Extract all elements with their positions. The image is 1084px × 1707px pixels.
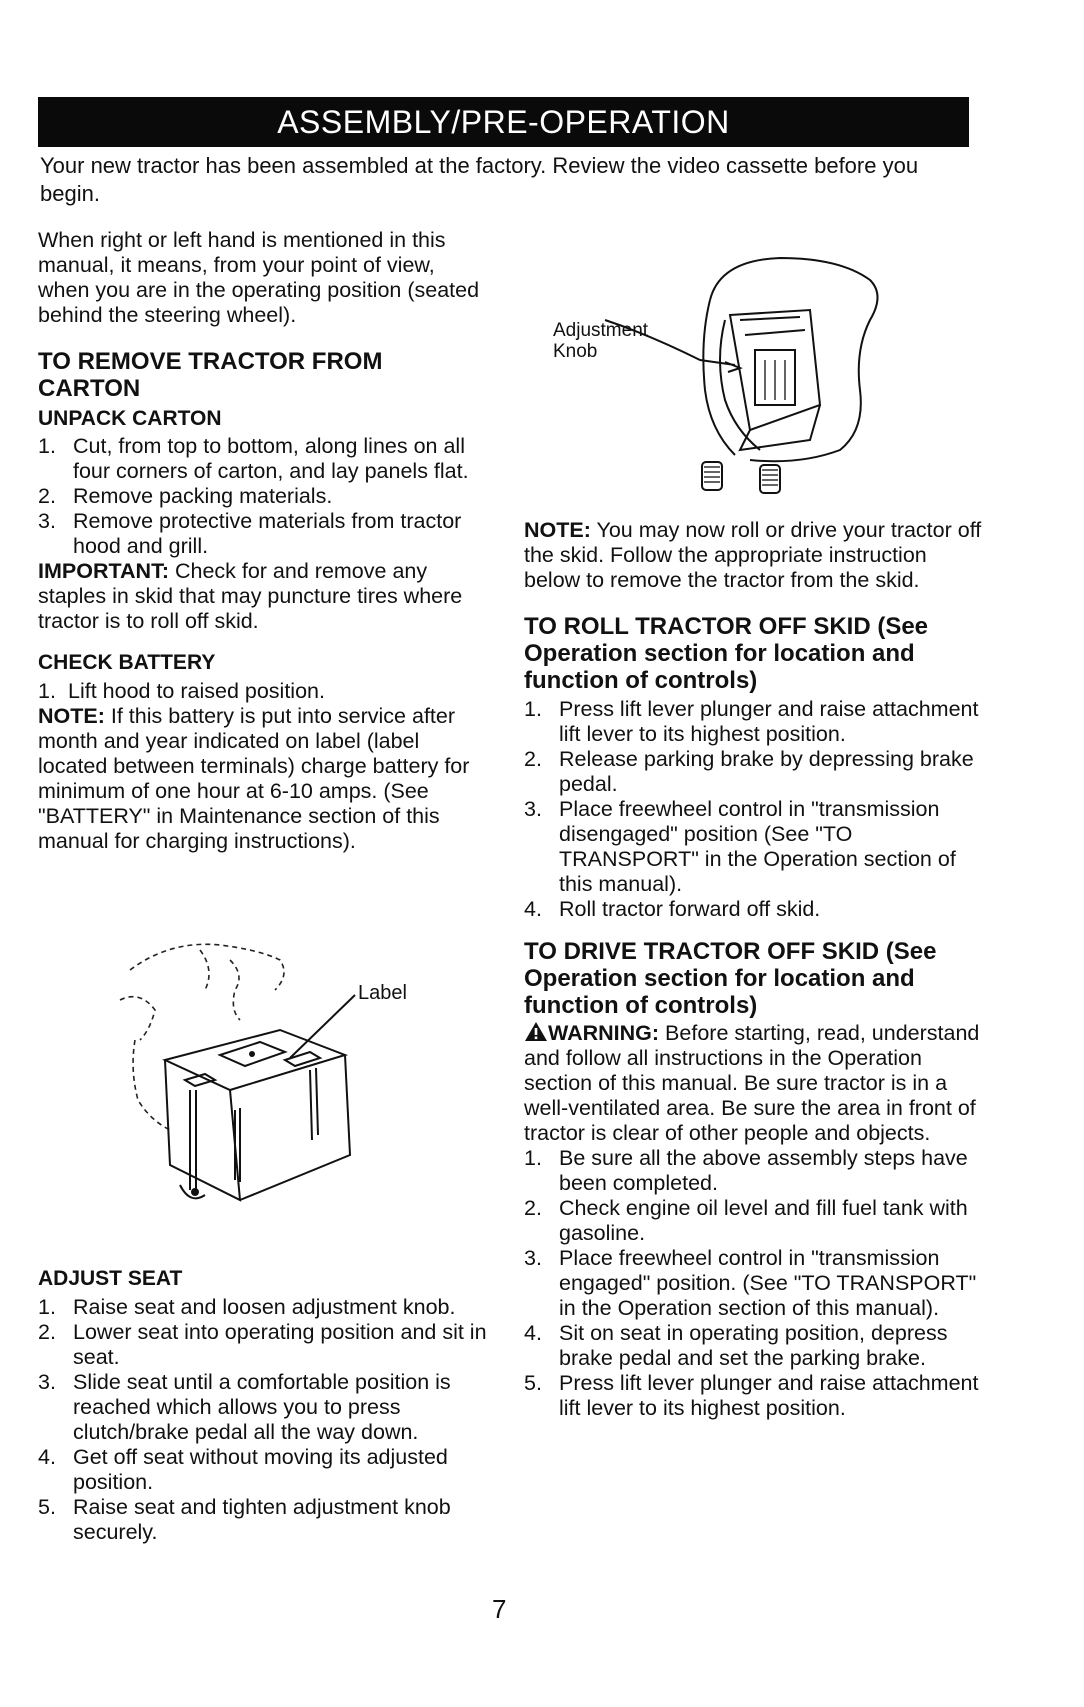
check-battery-heading: CHECK BATTERY <box>38 651 216 674</box>
step-text: Get off seat without moving its adjusted position. <box>73 1445 448 1494</box>
list-item <box>38 1495 488 1545</box>
step-text: Sit on seat in operating position, depress brake pedal and set the parking brake. <box>559 1321 948 1370</box>
step-number: 1. <box>524 697 542 721</box>
step-number: 4. <box>524 897 542 921</box>
list-item <box>38 1320 488 1370</box>
battery-illustration <box>110 930 470 1220</box>
step-number: 2. <box>38 484 56 508</box>
note-label: NOTE: <box>524 518 591 542</box>
seat-illustration <box>550 240 890 510</box>
hand-orientation-note: When right or left hand is mentioned in this manual, it means, from your point of view, when you are in the operating position (seated behind the steering wheel). <box>38 228 480 327</box>
step-number: 1. <box>38 1295 56 1319</box>
page-number: 7 <box>492 1594 507 1624</box>
unpack-steps-list <box>38 434 488 559</box>
step-text: Raise seat and tighten adjustment knob securely. <box>73 1495 451 1544</box>
note-text: You may now roll or drive your tractor off the skid. Follow the appropriate instruction below to remove the tractor from the skid. <box>524 518 982 592</box>
section-title-banner: ASSEMBLY/PRE-OPERATION <box>38 97 969 147</box>
intro-paragraph: Your new tractor has been assembled at the factory. Review the video cassette before you begin. <box>40 153 919 206</box>
step-number: 1. <box>38 434 56 458</box>
step-text: Lower seat into operating position and sit in seat. <box>73 1320 487 1369</box>
step-number: 3. <box>524 1246 542 1270</box>
roll-tractor-heading: TO ROLL TRACTOR OFF SKID (See Operation section for location and function of controls) <box>524 613 929 694</box>
drive-tractor-heading: TO DRIVE TRACTOR OFF SKID (See Operation section for location and function of controls) <box>524 938 937 1019</box>
drive-steps-list <box>524 1146 984 1421</box>
step-number: 3. <box>524 797 542 821</box>
list-item <box>38 679 488 704</box>
step-text: Lift hood to raised position. <box>68 679 325 703</box>
battery-note <box>38 704 488 854</box>
step-text: Release parking brake by depressing brake pedal. <box>559 747 974 796</box>
skid-note <box>524 518 984 593</box>
battery-drawing <box>110 930 470 1220</box>
warning-label: WARNING: <box>548 1021 660 1045</box>
battery-steps-list <box>38 679 488 704</box>
list-item <box>38 434 488 484</box>
important-note <box>38 559 488 634</box>
step-number: 2. <box>524 1196 542 1220</box>
step-text: Press lift lever plunger and raise attachment lift lever to its highest position. <box>559 1371 979 1420</box>
step-text: Raise seat and loosen adjustment knob. <box>73 1295 456 1319</box>
remove-tractor-heading: TO REMOVE TRACTOR FROM CARTON <box>38 348 383 402</box>
warning-paragraph <box>524 1021 984 1146</box>
list-item <box>524 1321 984 1371</box>
step-number: 2. <box>524 747 542 771</box>
list-item <box>524 897 984 922</box>
step-number: 3. <box>38 1370 56 1394</box>
step-number: 5. <box>38 1495 56 1519</box>
list-item <box>524 1371 984 1421</box>
adjust-seat-section <box>38 1266 488 1545</box>
warning-text: Before starting, read, understand and follow all instructions in the Operation section of this manual. Be sure tractor is in a well-ventilated area. Be sure the area in front of tractor is clear of other people and objects. <box>524 1021 980 1145</box>
step-number: 5. <box>524 1371 542 1395</box>
battery-label-callout: Label <box>358 982 407 1004</box>
step-text: Cut, from top to bottom, along lines on all four corners of carton, and lay panels flat. <box>73 434 469 483</box>
list-item <box>524 797 984 897</box>
left-column <box>38 228 488 854</box>
unpack-carton-heading: UNPACK CARTON <box>38 407 222 430</box>
warning-icon <box>524 1021 548 1042</box>
step-text: Remove protective materials from tractor hood and grill. <box>73 509 462 558</box>
list-item <box>524 1146 984 1196</box>
step-text: Be sure all the above assembly steps have been completed. <box>559 1146 968 1195</box>
step-number: 4. <box>524 1321 542 1345</box>
step-text: Remove packing materials. <box>73 484 333 508</box>
step-number: 1. <box>38 679 56 703</box>
step-text: Place freewheel control in "transmission engaged" position. (See "TO TRANSPORT" in the Operation section of this manual). <box>559 1246 977 1320</box>
seat-drawing <box>550 240 890 510</box>
important-label: IMPORTANT: <box>38 559 169 583</box>
step-number: 3. <box>38 509 56 533</box>
list-item <box>38 1370 488 1445</box>
step-number: 2. <box>38 1320 56 1344</box>
step-text: Slide seat until a comfortable position is reached which allows you to press clutch/brake pedal all the way down. <box>73 1370 451 1444</box>
adjust-seat-heading: ADJUST SEAT <box>38 1267 183 1290</box>
list-item <box>524 697 984 747</box>
list-item <box>524 1246 984 1321</box>
step-number: 1. <box>524 1146 542 1170</box>
step-number: 4. <box>38 1445 56 1469</box>
list-item <box>38 1295 488 1320</box>
list-item <box>38 484 488 509</box>
note-label: NOTE: <box>38 704 105 728</box>
list-item <box>38 509 488 559</box>
list-item <box>38 1445 488 1495</box>
adjustment-knob-callout: Adjustment Knob <box>553 320 649 362</box>
step-text: Place freewheel control in "transmission disengaged" position (See "TO TRANSPORT" in the Operation section of this manual). <box>559 797 956 896</box>
step-text: Check engine oil level and fill fuel tank with gasoline. <box>559 1196 968 1245</box>
list-item <box>524 1196 984 1246</box>
note-text: If this battery is put into service after month and year indicated on label (label located between terminals) charge battery for minimum of one hour at 6-10 amps. (See "BATTERY" in Maintenance section of this manual for charging instructions). <box>38 704 470 853</box>
seat-steps-list <box>38 1295 488 1545</box>
list-item <box>524 747 984 797</box>
right-column <box>524 518 984 1421</box>
important-text: Check for and remove any staples in skid that may puncture tires where tractor is to roll off skid. <box>38 559 463 633</box>
step-text: Press lift lever plunger and raise attachment lift lever to its highest position. <box>559 697 979 746</box>
roll-steps-list <box>524 697 984 922</box>
step-text: Roll tractor forward off skid. <box>559 897 821 921</box>
